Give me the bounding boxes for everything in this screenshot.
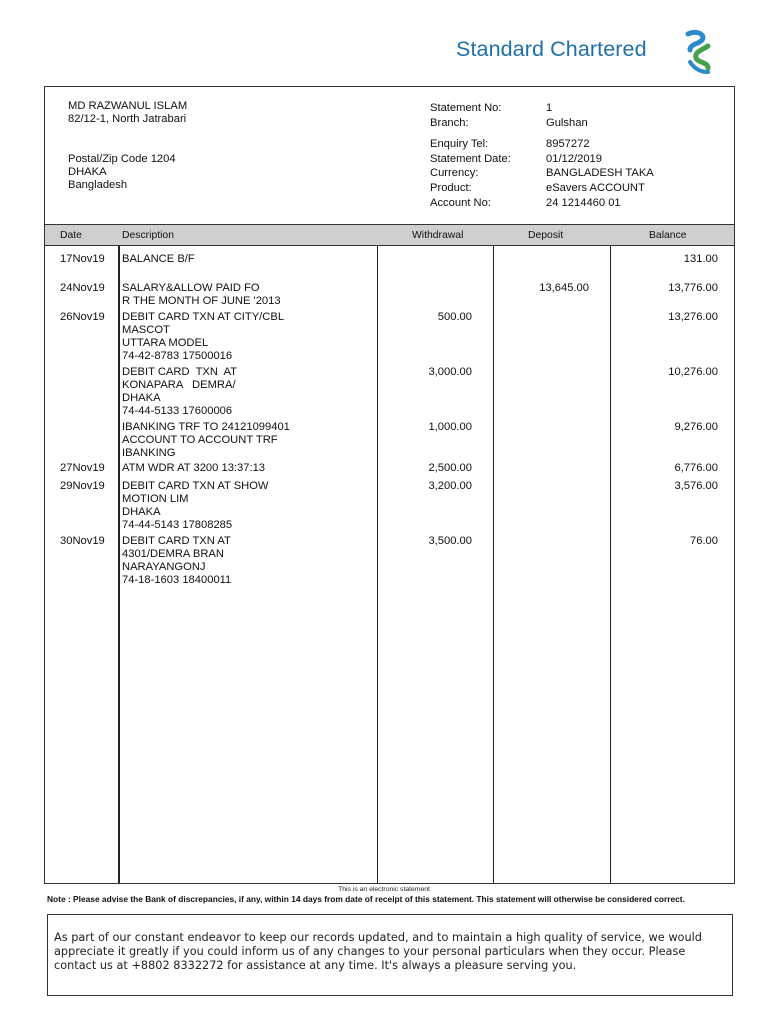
country: Bangladesh [68, 179, 128, 192]
bank-name: Standard Chartered [456, 37, 647, 61]
product-label: Product: [430, 181, 472, 194]
withdrawal-amount: 2,500.00 [428, 462, 472, 474]
balance-amount: 131.00 [683, 253, 718, 265]
statement-no-label: Statement No: [430, 102, 502, 114]
statement-date-row [430, 152, 654, 167]
statement-date-value: 01/12/2019 [546, 152, 602, 165]
transaction-description: DEBIT CARD TXN AT KONAPARA DEMRA/ DHAKA 74-44-5133 17600006 [122, 366, 238, 417]
header-deposit: Deposit [528, 230, 564, 241]
city: DHAKA [68, 165, 107, 178]
currency-row [430, 166, 654, 181]
statement-info [430, 101, 654, 210]
enquiry-tel-label: Enquiry Tel: [430, 138, 489, 151]
transaction-date: 29Nov19 [60, 480, 105, 492]
column-divider [493, 245, 494, 883]
balance-amount: 10,276.00 [668, 366, 718, 378]
discrepancy-note: Note : Please advise the Bank of discrepancies, if any, within 14 days from date of receipt of this statement. This statement will otherwise be considered correct. [47, 894, 685, 904]
currency-label: Currency: [430, 167, 479, 180]
electronic-statement-label: This is an electronic statement [338, 886, 430, 893]
currency-value: BANGLADESH TAKA [546, 167, 654, 180]
transaction-date: 26Nov19 [60, 311, 105, 323]
product-value: eSavers ACCOUNT [546, 181, 645, 194]
account-no-row [430, 196, 654, 211]
column-divider [610, 245, 611, 883]
withdrawal-amount: 3,200.00 [428, 480, 472, 492]
balance-amount: 13,776.00 [668, 282, 718, 294]
transaction-description: DEBIT CARD TXN AT CITY/CBL MASCOT UTTARA MODEL 74-42-8783 17500016 [122, 311, 285, 362]
bank-logo [452, 28, 722, 78]
transaction-description: BALANCE B/F [122, 253, 195, 265]
transaction-date: 24Nov19 [60, 282, 105, 294]
header-description: Description [122, 230, 174, 241]
statement-date-label: Statement Date: [430, 152, 511, 165]
column-divider [377, 245, 378, 883]
transaction-description: ATM WDR AT 3200 13:37:13 [122, 462, 266, 474]
postal-code: Postal/Zip Code 1204 [68, 152, 176, 165]
statement-no-value: 1 [546, 102, 553, 114]
header-withdrawal: Withdrawal [412, 230, 464, 241]
balance-amount: 6,776.00 [674, 462, 718, 474]
withdrawal-amount: 3,500.00 [428, 535, 472, 547]
transaction-description: SALARY&ALLOW PAID FO R THE MONTH OF JUNE '2013 [122, 282, 281, 307]
customer-name: MD RAZWANUL ISLAM [68, 100, 188, 112]
transaction-description: IBANKING TRF TO 24121099401 ACCOUNT TO ACCOUNT TRF IBANKING [122, 421, 290, 459]
transaction-date: 30Nov19 [60, 535, 105, 547]
balance-amount: 9,276.00 [674, 421, 718, 433]
balance-amount: 13,276.00 [668, 311, 718, 323]
header-date: Date [60, 230, 82, 241]
transaction-description: DEBIT CARD TXN AT SHOW MOTION LIM DHAKA 74-44-5143 17808285 [122, 480, 269, 531]
branch-label: Branch: [430, 116, 469, 129]
header-balance: Balance [649, 230, 687, 241]
transaction-description: DEBIT CARD TXN AT 4301/DEMRA BRAN NARAYANGONJ 74-18-1603 18400011 [122, 535, 232, 586]
service-message-box [47, 914, 733, 996]
address-line: 82/12-1, North Jatrabari [68, 113, 187, 126]
branch-row [430, 116, 654, 131]
statement-no-row [430, 101, 654, 116]
account-no-label: Account No: [430, 196, 491, 209]
balance-amount: 76.00 [690, 535, 718, 547]
transaction-date: 17Nov19 [60, 253, 105, 265]
balance-amount: 3,576.00 [674, 480, 718, 492]
branch-value: Gulshan [546, 116, 588, 129]
statement-frame [44, 86, 735, 884]
standard-chartered-logo-icon [682, 28, 716, 76]
column-divider [118, 245, 120, 883]
product-row [430, 181, 654, 196]
withdrawal-amount: 500.00 [437, 311, 472, 323]
withdrawal-amount: 3,000.00 [428, 366, 472, 378]
deposit-amount: 13,645.00 [539, 282, 589, 294]
customer-address [68, 100, 187, 192]
service-message: As part of our constant endeavor to keep our records updated, and to maintain a high quality of service, we would appreciate it greatly if you could inform us of any changes to your personal particulars when they occur. Please contact us at +8802 8332272 for assistance at any time. It's always a pleasure serving you. [54, 931, 702, 972]
table-header [45, 224, 734, 246]
withdrawal-amount: 1,000.00 [428, 421, 472, 433]
enquiry-tel-row [430, 137, 654, 152]
account-no-value: 24 1214460 01 [546, 196, 621, 209]
enquiry-tel-value: 8957272 [546, 138, 590, 151]
transaction-date: 27Nov19 [60, 462, 105, 474]
